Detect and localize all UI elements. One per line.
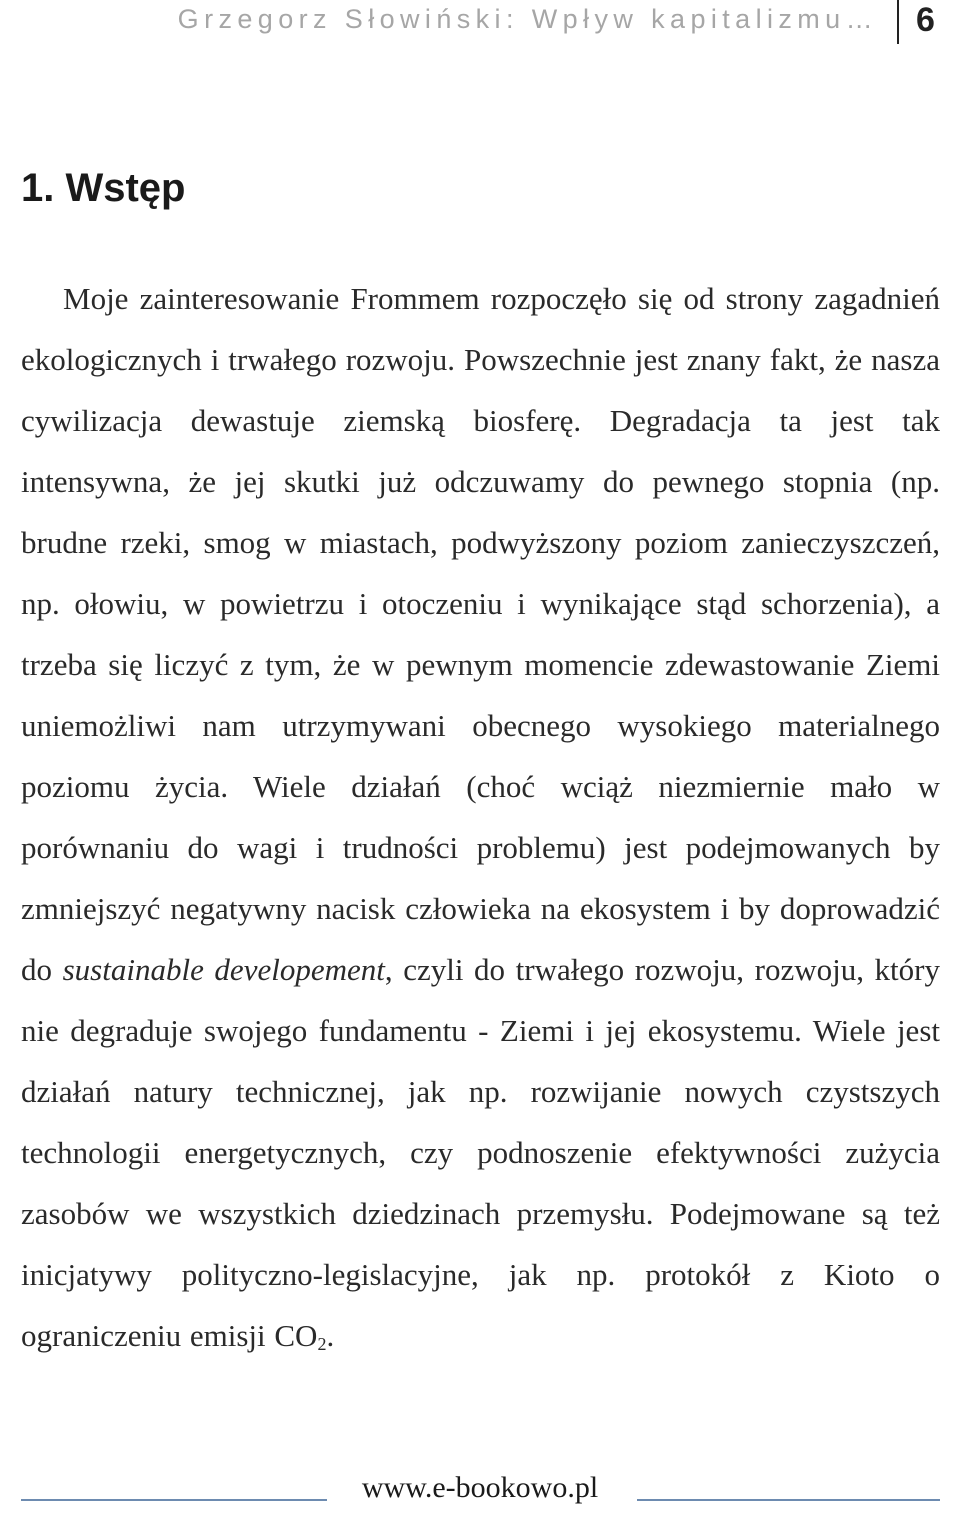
footer-url: www.e-bookowo.pl xyxy=(361,1471,599,1504)
paragraph-text-part2: , czyli do trwałego rozwoju, rozwoju, który nie degraduje swojego fundamentu - Ziemi i jej ekosystemu. Wiele jest działań natury technicznej, jak np. rozwijanie nowych czystszych technologii energetycznych, czy podnoszenie efektywności zużycia zasobów we wszystkich dziedzinach przemysłu. Podejmowane są też inicjatywy polityczno-legislacyjne, jak np. protokół z Kioto o ograniczeniu emisji CO xyxy=(21,952,940,1353)
italic-term: sustainable developement xyxy=(62,952,385,987)
page-footer xyxy=(0,1468,960,1508)
paragraph-end: . xyxy=(326,1318,335,1353)
page-header xyxy=(0,0,960,46)
header-separator xyxy=(897,0,899,44)
section-heading: 1. Wstęp xyxy=(21,166,186,210)
footer-rule-right xyxy=(637,1499,940,1501)
body-paragraph xyxy=(21,268,940,1366)
co2-subscript: 2 xyxy=(317,1334,327,1354)
paragraph-text-part1: Moje zainteresowanie Frommem rozpoczęło się od strony zagadnień ekologicznych i trwałego rozwoju. Powszechnie jest znany fakt, że nasza cywilizacja dewastuje ziemską biosferę. Degradacja ta jest tak intensywna, że jej skutki już odczuwamy do pewnego stopnia (np. brudne rzeki, smog w miastach, podwyższony poziom zanieczyszczeń, np. ołowiu, w powietrzu i otoczeniu i wynikające stąd schorzenia), a trzeba się liczyć z tym, że w pewnym momencie zdewastowanie Ziemi uniemożliwi nam utrzymywani obecnego wysokiego materialnego poziomu życia. Wiele działań (choć wciąż niezmiernie mało w porównaniu do wagi i trudności problemu) jest podejmowanych by zmniejszyć negatywny nacisk człowieka na ekosystem i by doprowadzić do xyxy=(21,281,940,987)
running-title: Grzegorz Słowiński: Wpływ kapitalizmu… xyxy=(177,4,878,34)
page-number: 6 xyxy=(916,1,935,39)
